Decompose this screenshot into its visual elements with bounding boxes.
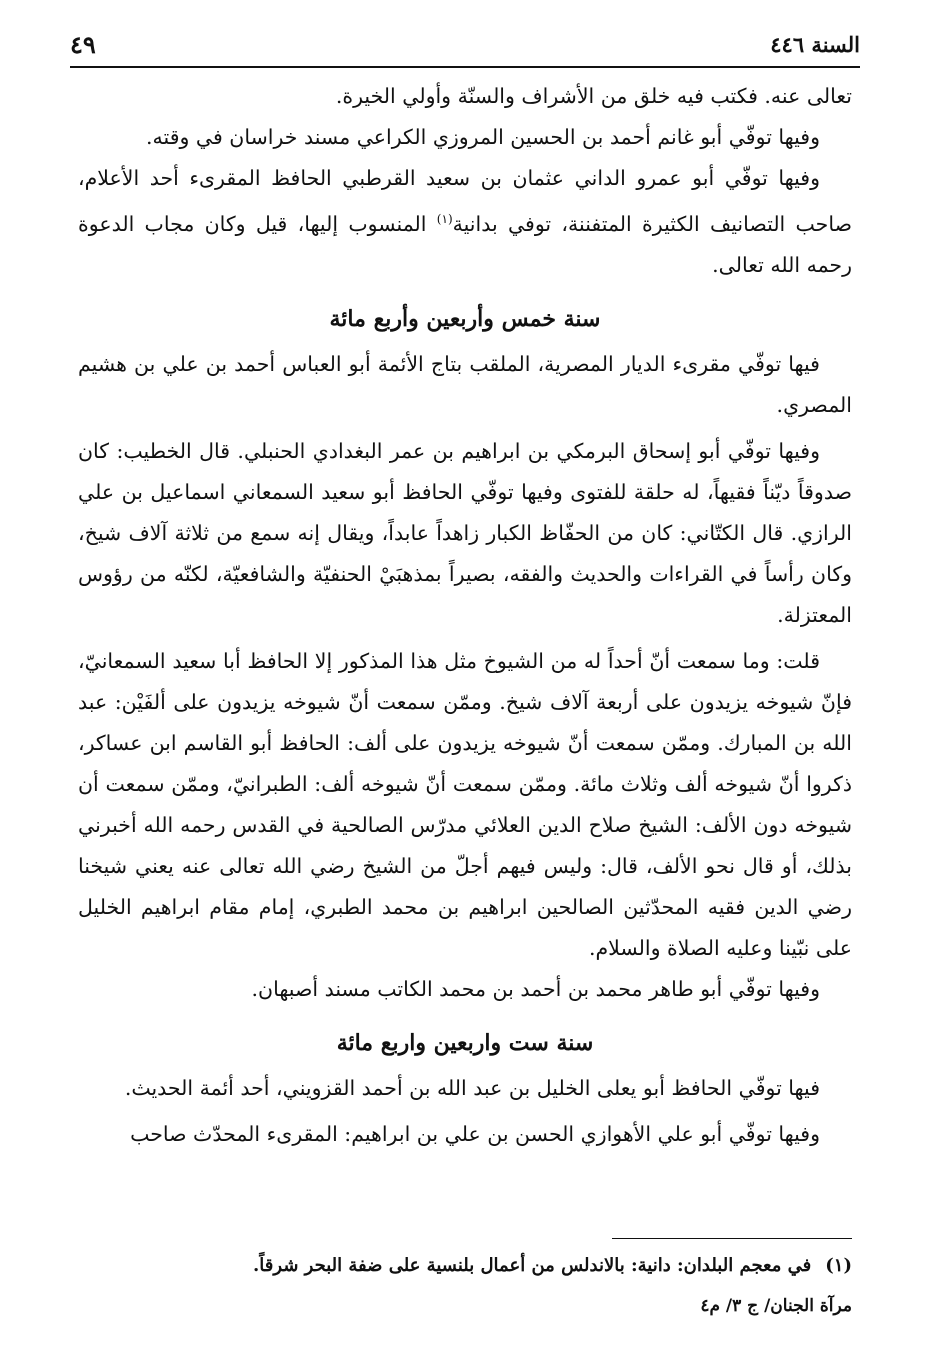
page-number: ٤٩	[70, 30, 96, 59]
page-header	[70, 30, 860, 68]
paragraph: قلت: وما سمعت أنّ أحداً له من الشيوخ مثل هذا المذكور إلا الحافظ أبا سعيد السمعانيّ، فإنّ شيوخه يزيدون على أربعة آلاف شيخ. وممّن سمعت أنّ شيوخه يزيدون على ألفَيْن: عبد الله بن المبارك. وممّن سمعت أنّ شيوخه يزيدون على ألف: الحافظ أبو القاسم ابن عساكر، ذكروا أنّ شيوخه ألف وثلاث مائة. وممّن سمعت أنّ شيوخه ألف: الطبرانيّ، وممّن سمعت أن شيوخه دون الألف: الشيخ صلاح الدين العلائي مدرّس الصالحية في القدس رحمه الله أخبرني بذلك، أو قال نحو الألف، قال: وليس فيهم أجلّ من الشيخ رضي الله تعالى عنه يعني شيخنا رضي الدين فقيه المحدّثين الصالحين ابراهيم بن محمد الطبري، إمام مقام ابراهيم الخليل على نبّينا وعليه الصلاة والسلام.	[78, 648, 852, 960]
paragraph: وفيها توفّي أبو غانم أحمد بن الحسين المروزي الكراعي مسند خراسان في وقته.	[146, 125, 820, 149]
paragraph-dani	[78, 158, 852, 286]
section-heading: سنة ست واربعين واربع مائة	[336, 1029, 594, 1056]
paragraph: فيها توفّي الحافظ أبو يعلى الخليل بن عبد الله بن أحمد القزويني، أحد أئمة الحديث.	[124, 1075, 820, 1100]
footnote-number: (١)	[825, 1255, 852, 1276]
footnote-reference[interactable]: (١)	[436, 212, 453, 226]
paragraph-continuation: تعالى عنه. فكتب فيه خلق من الأشراف والسنّة وأولي الخيرة.	[335, 84, 852, 108]
printer-signature: مرآة الجنان/ ج ٣/ م٤	[700, 1296, 852, 1316]
footnote	[80, 1252, 852, 1280]
running-head: السنة ٤٤٦	[770, 32, 860, 57]
paragraph: وفيها توفّي أبو علي الأهوازي الحسن بن علي بن ابراهيم: المقرىء المحدّث صاحب	[130, 1121, 820, 1146]
paragraph: فيها توفّي مقرىء الديار المصرية، الملقب بتاج الأئمة أبو العباس أحمد بن علي بن هشيم المصري.	[78, 351, 852, 417]
paragraph: وفيها توفّي أبو إسحاق البرمكي بن ابراهيم بن عمر البغدادي الحنبلي. قال الخطيب: كان صدوقاً ديّناً فقيهاً، له حلقة للفتوى وفيها توفّي الحافظ أبو سعيد السمعاني اسماعيل بن علي الرازي. قال الكتّاني: كان من الحفّاظ الكبار زاهداً عابداً، ويقال إنه سمع من ثلاثة آلاف شيخ، وكان رأساً في القراءات والحديث والفقه، بصيراً بمذهبَيْ الحنفيّة والشافعيّة، لكنّه من رؤوس المعتزلة.	[78, 438, 852, 627]
footnote-divider	[612, 1238, 852, 1239]
section-heading: سنة خمس وأربعين وأربع مائة	[329, 305, 601, 332]
page-body	[78, 76, 852, 1155]
footnote-text: في معجم البلدان: دانية: بالاندلس من أعمال بلنسية على ضفة البحر شرقاً.	[253, 1255, 812, 1276]
paragraph-text: المنسوب إليها، قيل وكان مجاب الدعوة رحمه الله تعالى.	[78, 211, 852, 277]
paragraph-text: وفيها توفّي أبو عمرو الداني عثمان بن سعيد القرطبي الحافظ المقرىء أحد الأعلام، صاحب التصانيف الكثيرة المتفننة، توفي بدانية	[78, 166, 852, 236]
paragraph: وفيها توفّي أبو طاهر محمد بن أحمد بن محمد الكاتب مسند أصبهان.	[251, 976, 820, 1001]
